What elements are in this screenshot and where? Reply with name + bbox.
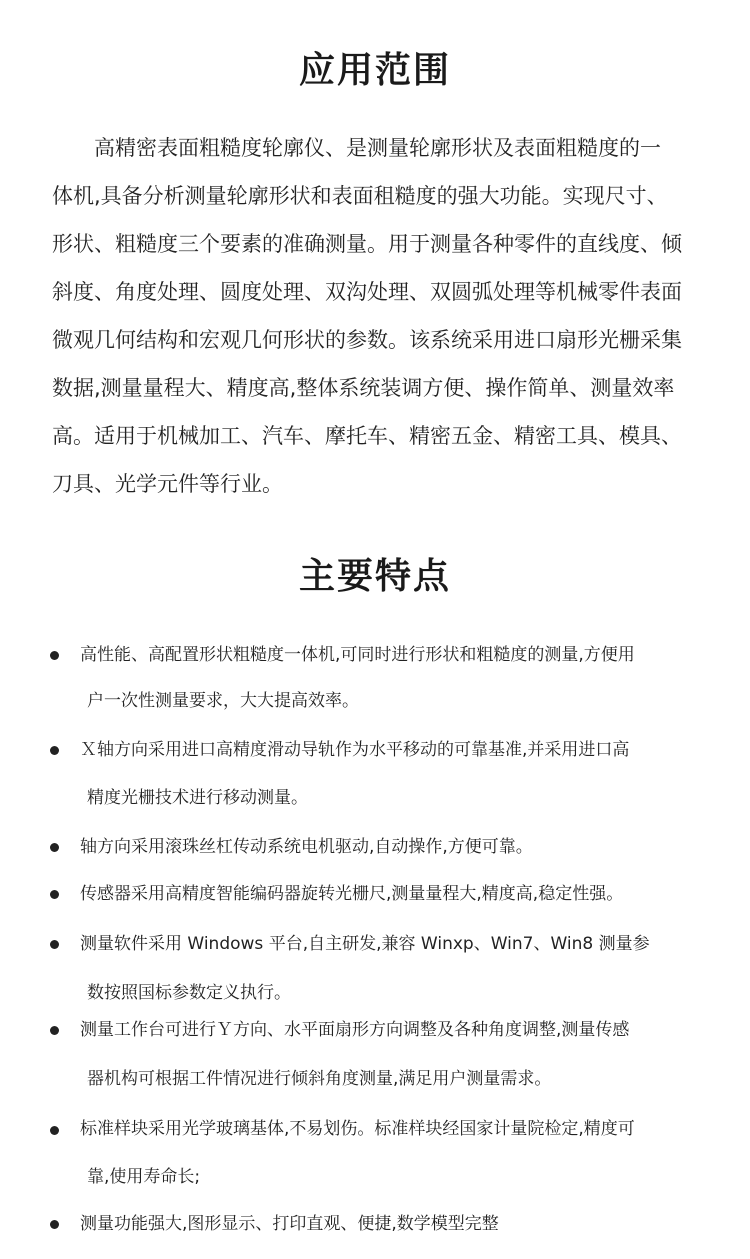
feature-item-line: 高性能、高配置形状粗糙度一体机,可同时进行形状和粗糙度的测量,方便用 [80,645,635,665]
scope-text-line: 微观几何结构和宏观几何形状的参数。该系统采用进口扇形光栅采集 [52,328,682,352]
bullet-icon [50,890,59,899]
scope-text-line: 高。适用于机械加工、汽车、摩托车、精密五金、精密工具、模具、 [52,424,682,448]
features-title: 主要特点 [298,556,451,597]
feature-item-line: 标准样块采用光学玻璃基体,不易划伤。标准样块经国家计量院检定,精度可 [80,1119,635,1139]
feature-item-line: 传感器采用高精度智能编码器旋转光栅尺,测量量程大,精度高,稳定性强。 [80,884,624,904]
scope-text-line: 形状、粗糙度三个要素的准确测量。用于测量各种零件的直线度、倾 [52,232,682,256]
feature-item-line: 测量工作台可进行Ｙ方向、水平面扇形方向调整及各种角度调整,测量传感 [80,1020,630,1040]
feature-item-line: 精度光栅技术进行移动测量。 [87,788,308,808]
scope-text-line: 高精密表面粗糙度轮廓仪、是测量轮廓形状及表面粗糙度的一 [52,136,661,160]
bullet-icon [50,843,59,852]
feature-item-line: Ｘ轴方向采用进口高精度滑动导轨作为水平移动的可靠基准,并采用进口高 [80,740,630,760]
feature-item-line: 器机构可根据工件情况进行倾斜角度测量,满足用户测量需求。 [87,1069,552,1089]
bullet-icon [50,1220,59,1229]
bullet-icon [50,940,59,949]
feature-item-line: 轴方向采用滚珠丝杠传动系统电机驱动,自动操作,方便可靠。 [80,837,533,857]
feature-item-line: 户一次性测量要求，大大提高效率。 [87,691,359,711]
bullet-icon [50,1126,59,1135]
bullet-icon [50,746,59,755]
feature-item-line: 靠,使用寿命长; [87,1167,201,1187]
feature-item-line: 测量软件采用 Windows 平台,自主研发,兼容 Winxp、Win7、Win8 测量参 [80,934,650,954]
scope-text-line: 刀具、光学元件等行业。 [52,472,283,496]
bullet-icon [50,651,59,660]
scope-title: 应用范围 [298,50,451,91]
feature-item-line: 数按照国标参数定义执行。 [87,983,291,1003]
bullet-icon [50,1026,59,1035]
scope-text-line: 数据,测量量程大、精度高,整体系统装调方便、操作简单、测量效率 [52,376,675,400]
scope-text-line: 斜度、角度处理、圆度处理、双沟处理、双圆弧处理等机械零件表面 [52,280,682,304]
feature-item-line: 测量功能强大,图形显示、打印直观、便捷,数学模型完整 [80,1214,499,1234]
scope-text-line: 体机,具备分析测量轮廓形状和表面租糙度的强大功能。实现尺寸、 [52,184,668,208]
